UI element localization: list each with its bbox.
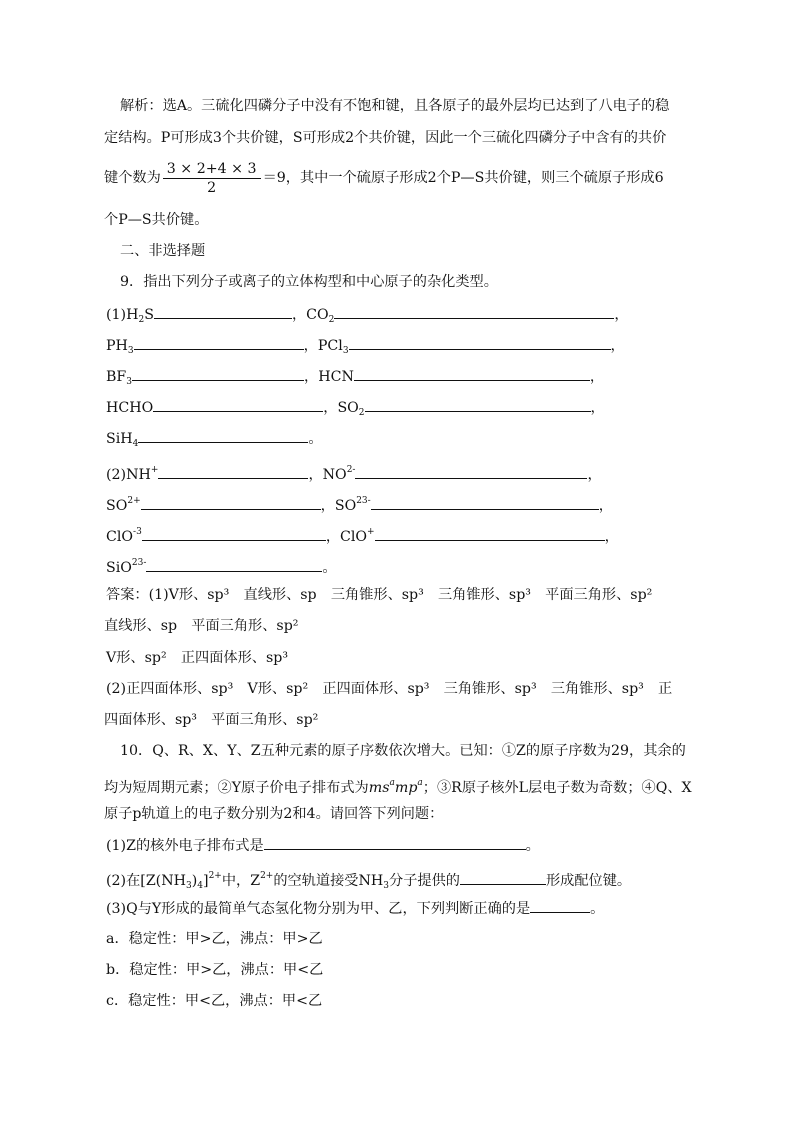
analysis-line-2: 定结构。P可形成3个共价键，S可形成2个共价键，因此一个三硫化四磷分子中含有的共价 [104,130,667,146]
answer-blank-q10-1[interactable] [264,835,526,850]
q9-part2-label: (2)NH [106,467,151,483]
answer-blank-so-b[interactable] [371,495,599,510]
q10-sub2 [106,866,631,896]
answer-blank-no[interactable] [355,464,587,479]
answer-blank-co2[interactable] [334,304,614,319]
q10-line-1: 10．Q、R、X、Y、Z五种元素的原子序数依次增大。已知：①Z的原子序数为29，其余的 [120,743,686,759]
q10-sub2-f: 分子提供的 [389,873,460,889]
answer-blank-sih4[interactable] [138,428,308,443]
comma: ， [291,307,307,323]
answer-line-5: 四面体形、sp³ 平面三角形、sp² [104,712,319,728]
answer-blank-nh[interactable] [158,464,308,479]
q10-sub2-b: ) [191,873,198,889]
section-heading: 二、非选择题 [120,243,206,259]
nh-sup: + [150,465,159,475]
comma: ， [304,369,319,385]
comma: ， [303,338,318,354]
q9-row-so-so [106,491,613,516]
sih4-sih: SiH [106,431,133,447]
h2s-s: S [144,307,154,323]
bf3-sub: 3 [126,377,133,387]
h2s-h: H [126,307,139,323]
h2s-formula [126,307,154,323]
hcho-formula: HCHO [106,400,154,416]
ms-exp: a [389,778,395,788]
co2-formula [306,307,334,323]
bf3-formula [106,369,132,385]
analysis-line-1: 解析：选A。三硫化四磷分子中没有不饱和键，且各原子的最外层均已达到了八电子的稳 [120,98,670,114]
period: 。 [525,838,540,854]
clo-b-formula: ClO [340,529,368,545]
comma: ， [598,498,613,514]
q9-row-sio [106,553,337,578]
q10-line-2-suffix: ；③R原子核外L层电子数为奇数；④Q、X [422,780,692,796]
comma: ， [610,338,625,354]
answer-blank-sio[interactable] [146,557,322,572]
answer-blank-ph3[interactable] [134,335,304,350]
no-formula: NO [322,467,347,483]
answer-line-2: 直线形、sp 平面三角形、sp² [104,618,299,634]
ph3-ph: PH [106,338,128,354]
answer-line-1: 答案：(1)V形、sp³ 直线形、sp 三角锥形、sp³ 三角锥形、sp³ 平面三角形、sp² [106,587,653,603]
sub-4: 4 [197,881,204,891]
comma: ， [589,369,605,385]
sub-3b: 3 [383,881,390,891]
period: 。 [590,901,605,917]
bf3-bf: BF [106,369,127,385]
ms-term: ms [368,780,390,796]
h2s-sub: 2 [138,315,145,325]
analysis-line-3 [104,158,664,198]
so-a-formula: SO [106,498,128,514]
comma: ， [320,498,335,514]
ph3-formula [106,338,134,354]
period: 。 [322,560,337,576]
answer-blank-h2s[interactable] [154,304,292,319]
q10-line-2 [104,773,692,798]
q9-stem: 9．指出下列分子或离子的立体构型和中心原子的杂化类型。 [120,274,498,290]
answer-line-3: V形、sp² 正四面体形、sp³ [106,650,289,666]
fraction [163,160,261,197]
answer-blank-bf3[interactable] [132,366,304,381]
q10-sub2-c: ] [203,873,209,889]
mp-term: mp [394,780,418,796]
co2-sub: 2 [328,315,335,325]
q10-sub1-text: (1)Z的核外电子排布式是 [106,838,264,854]
answer-line-4: (2)正四面体形、sp³ V形、sp² 正四面体形、sp³ 三角锥形、sp³ 三角锥形、sp³ 正 [106,681,673,697]
no-sup: 2- [346,465,356,475]
answer-blank-hcho[interactable] [153,397,323,412]
hcn-formula: HCN [318,369,354,385]
sup-2plus: 2+ [208,871,222,881]
sio-sup: 23- [131,558,147,568]
clo-b-sup: + [367,527,375,537]
answer-blank-clo-a[interactable] [142,526,326,541]
so2-sub: 2 [358,408,365,418]
clo-a-formula: ClO [106,529,134,545]
fraction-denominator: 2 [207,179,217,196]
q9-row-bf3-hcn [106,366,604,392]
q10-sub2-e: 的空轨道接受NH [273,873,384,889]
analysis-line-3-prefix: 键个数为 [104,170,161,186]
q10-line-3: 原子p轨道上的电子数分别为2和4。请回答下列问题： [104,806,444,822]
comma: ， [590,400,605,416]
comma: ， [325,529,341,545]
analysis-line-3-suffix: ＝9，其中一个硫原子形成2个P—S共价键，则三个硫原子形成6 [262,170,664,186]
answer-blank-so-a[interactable] [141,495,321,510]
fraction-numerator: 3 × 2+4 × 3 [163,160,261,179]
comma: ， [587,467,602,483]
q9-part1-label: (1) [106,307,127,323]
q10-sub1 [106,835,540,856]
so-b-sup: 23- [356,496,371,506]
option-a: a．稳定性：甲>乙，沸点：甲>乙 [106,931,323,947]
q9-row-sih4 [106,428,323,454]
ph3-sub: 3 [127,346,134,356]
sih4-sub: 4 [132,439,139,449]
comma: ， [308,467,323,483]
pcl3-sub: 3 [342,346,349,356]
comma: ， [614,307,629,323]
answer-blank-so2[interactable] [365,397,591,412]
answer-blank-q10-2[interactable] [460,870,546,885]
answer-blank-pcl3[interactable] [349,335,611,350]
co2-co: CO [306,307,329,323]
q9-row-nh-no [106,460,602,485]
answer-blank-q10-3[interactable] [530,898,590,913]
so2-formula [337,400,364,416]
q9-row-ph3-pcl3 [106,335,625,361]
period: 。 [308,431,323,447]
q10-line-2-prefix: 均为短周期元素；②Y原子价电子排布式为 [104,780,369,796]
clo-a-sup: -3 [133,527,142,537]
q10-sub2-a: (2)在[Z(NH [106,873,186,889]
q9-row-clo-clo [106,522,619,547]
option-c: c．稳定性：甲<乙，沸点：甲<乙 [106,993,323,1009]
analysis-line-4: 个P—S共价键。 [104,212,209,228]
so2-so: SO [337,400,359,416]
sio-formula: SiO [106,560,132,576]
option-b: b．稳定性：甲>乙，沸点：甲<乙 [106,962,324,978]
answer-blank-hcn[interactable] [354,366,590,381]
pcl3-pcl: PCl [317,338,343,354]
so-a-sup: 2+ [127,496,141,506]
sih4-formula [106,431,138,447]
pcl3-formula [318,338,349,354]
sub-3: 3 [186,881,192,891]
sup-2plus-b: 2+ [260,871,274,881]
q10-sub3 [106,898,604,919]
q10-sub2-g: 形成配位键。 [545,873,632,889]
comma: ， [604,529,619,545]
q9-row-h2s-co2 [106,304,629,330]
comma: ， [323,400,338,416]
mp-exp: a [417,778,423,788]
so-b-formula: SO [334,498,357,514]
q9-row-hcho-so2 [106,397,605,423]
answer-blank-clo-b[interactable] [375,526,605,541]
q10-sub3-text: (3)Q与Y形成的最简单气态氢化物分别为甲、乙，下列判断正确的是 [106,901,531,917]
q10-sub2-d: 中，Z [221,873,261,889]
